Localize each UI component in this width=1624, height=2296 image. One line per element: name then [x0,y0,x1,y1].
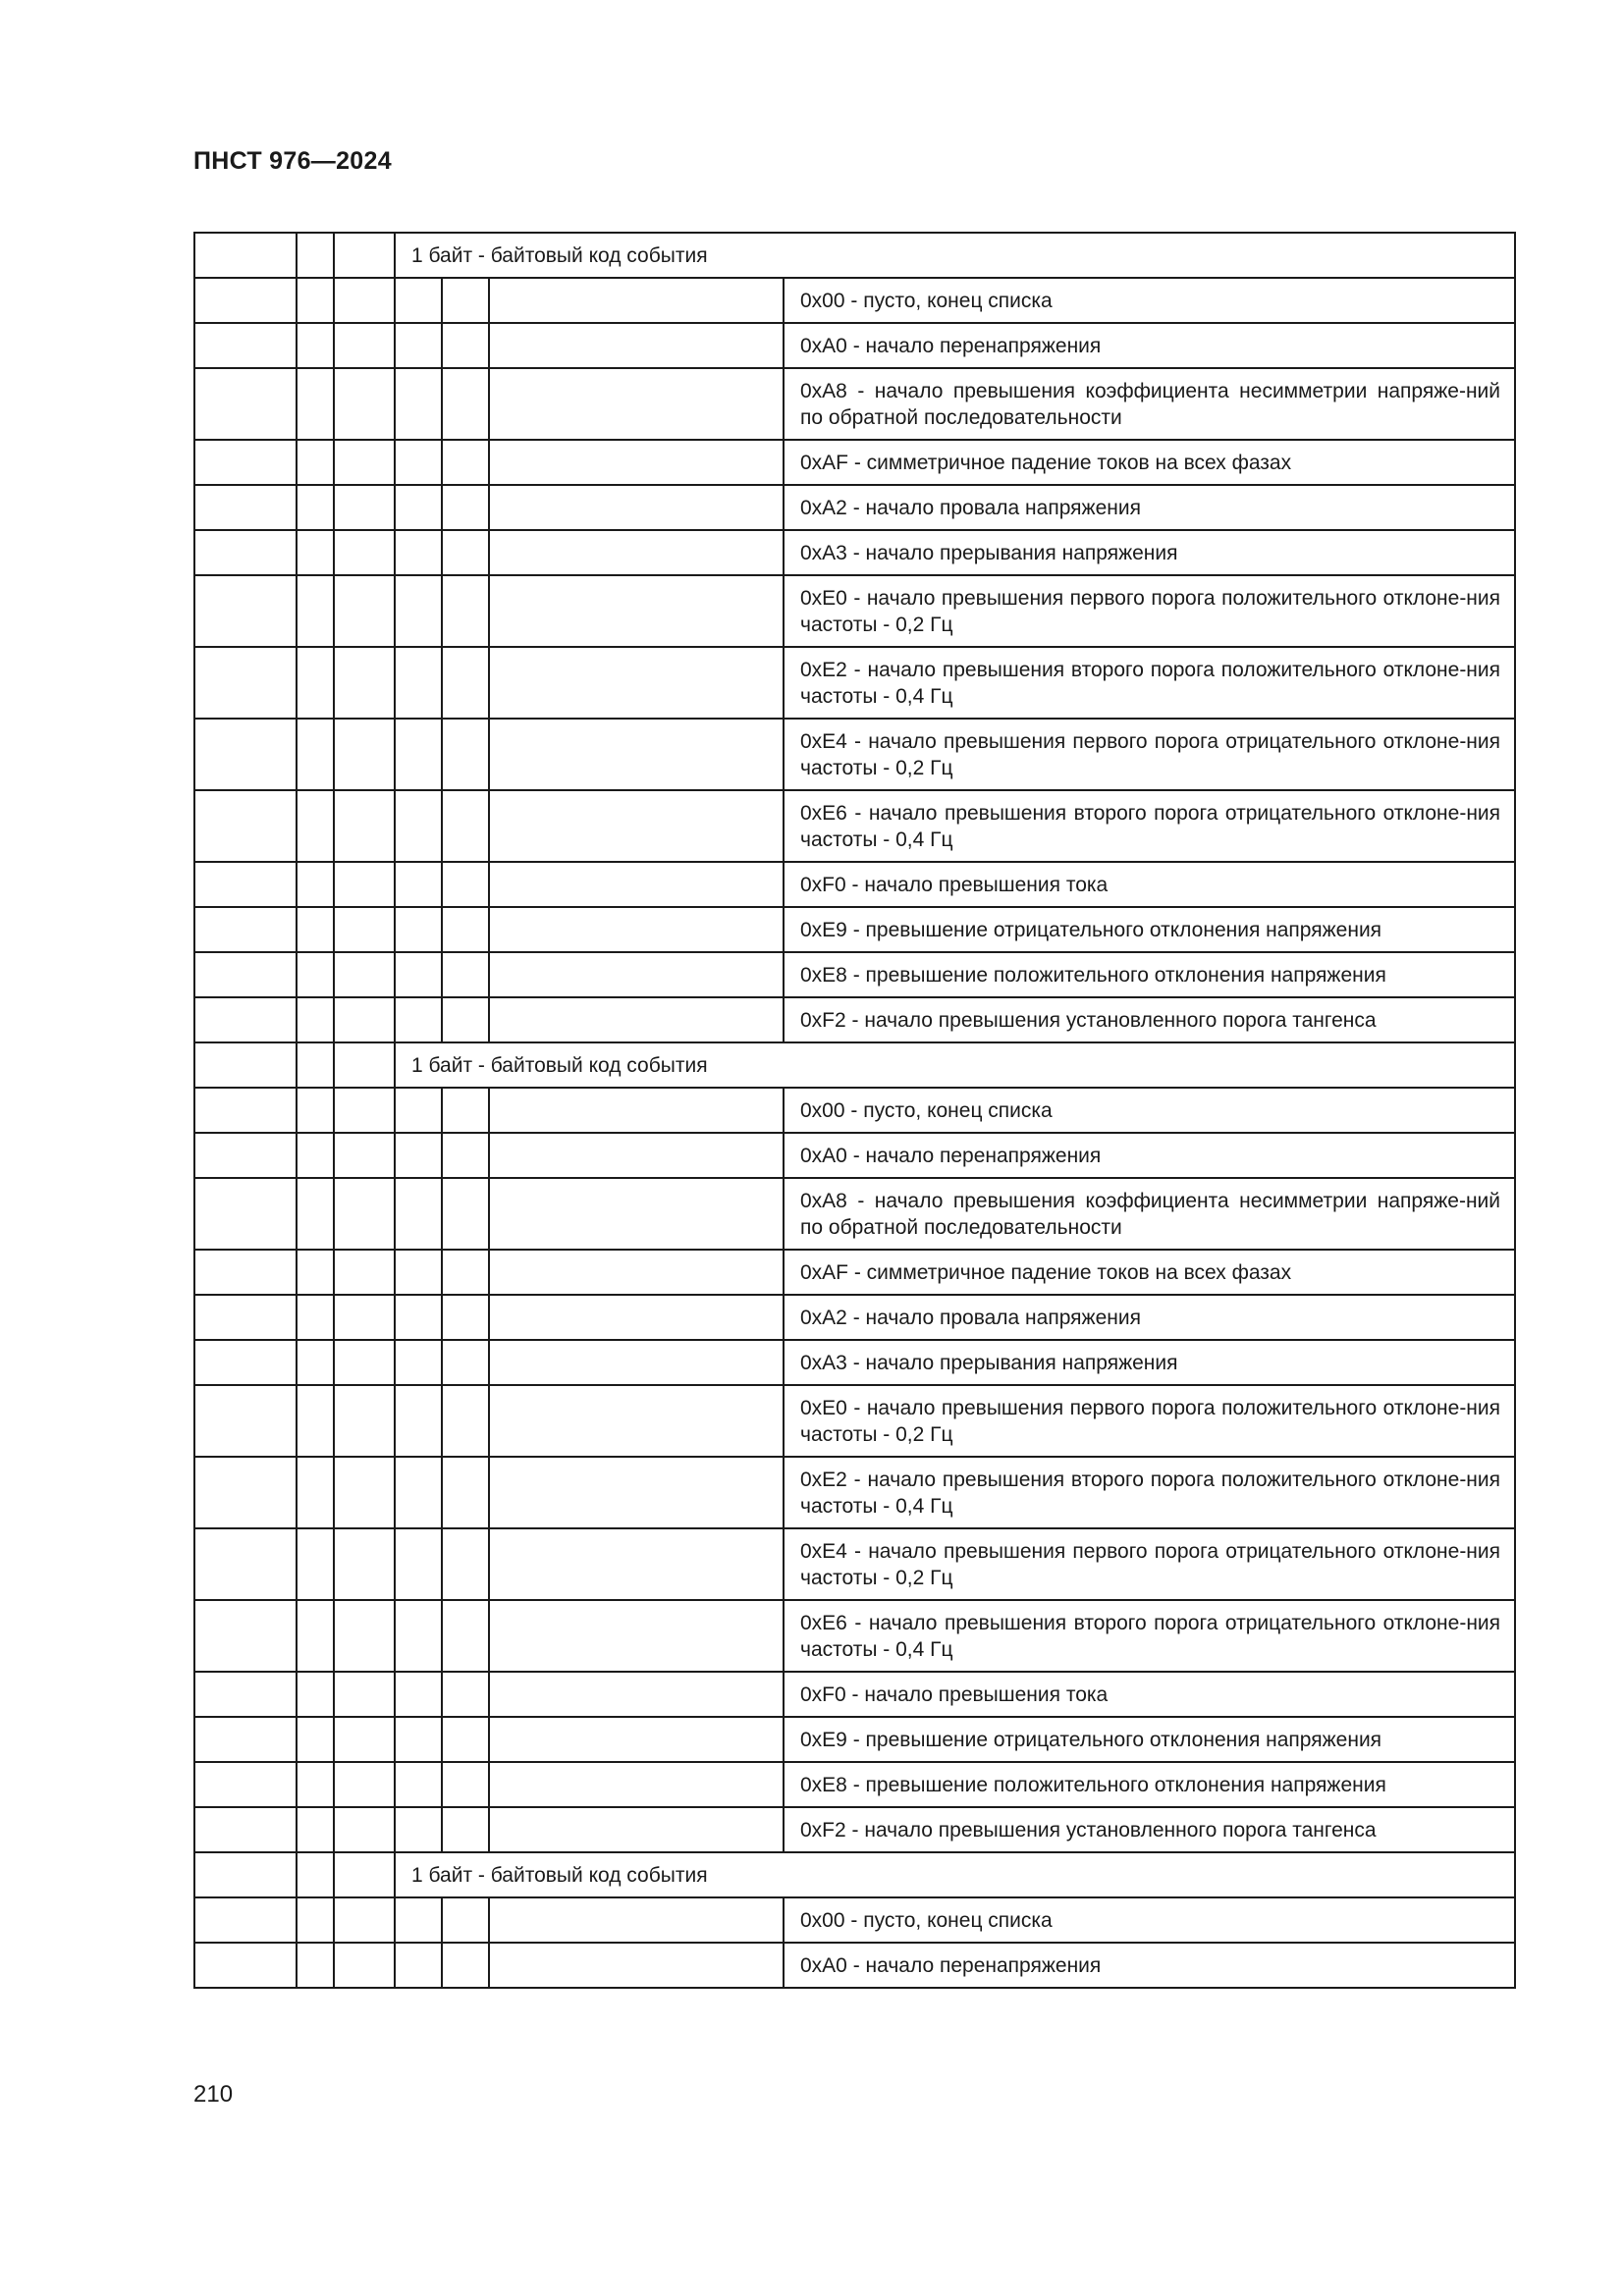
table-cell-empty [297,440,334,485]
table-cell-empty [334,575,395,647]
table-cell-empty [395,997,442,1042]
event-code-description: 0xE0 - начало превышения первого порога положительного отклоне-ния частоты - 0,2 Гц [784,575,1515,647]
table-cell-empty [334,1457,395,1528]
table-cell-empty [395,1178,442,1250]
event-code-description: 0xE4 - начало превышения первого порога отрицательного отклоне-ния частоты - 0,2 Гц [784,719,1515,790]
table-cell-empty [297,647,334,719]
table-cell-empty [395,323,442,368]
table-cell-empty [442,1340,489,1385]
table-cell-empty [334,719,395,790]
table-row [194,997,1515,1042]
event-code-description: 0xA0 - начало перенапряжения [784,1133,1515,1178]
table-cell-empty [194,647,297,719]
table-row [194,440,1515,485]
table-cell-empty [442,997,489,1042]
table-cell-empty [489,1943,784,1988]
event-code-description: 0xF2 - начало превышения установленного порога тангенса [784,997,1515,1042]
table-cell-empty [442,1250,489,1295]
table-cell-empty [442,952,489,997]
table-cell-empty [194,485,297,530]
table-cell-empty [395,278,442,323]
table-cell-empty [334,1762,395,1807]
table-cell-empty [395,1295,442,1340]
table-cell-empty [442,440,489,485]
table-cell-empty [194,575,297,647]
table-cell-empty [442,1807,489,1852]
table-row [194,1340,1515,1385]
table-cell-empty [442,1717,489,1762]
table-cell-empty [489,1717,784,1762]
table-row [194,485,1515,530]
table-row [194,1133,1515,1178]
event-code-description: 0xF0 - начало превышения тока [784,862,1515,907]
table-cell-empty [297,1088,334,1133]
event-code-description: 0x00 - пусто, конец списка [784,1897,1515,1943]
table-cell-empty [334,368,395,440]
event-code-description: 0xE2 - начало превышения второго порога положительного отклоне-ния частоты - 0,4 Гц [784,647,1515,719]
table-cell-empty [297,278,334,323]
table-cell-empty [489,1457,784,1528]
table-cell-empty [194,1250,297,1295]
table-cell-empty [334,1295,395,1340]
table-cell-empty [442,647,489,719]
table-cell-empty [395,907,442,952]
table-cell-empty [297,1717,334,1762]
table-row [194,790,1515,862]
table-cell-empty [297,485,334,530]
table-cell-empty [334,1133,395,1178]
table-cell-empty [489,1807,784,1852]
table-cell-empty [334,1717,395,1762]
table-cell-empty [297,1762,334,1807]
event-code-description: 0xA3 - начало прерывания напряжения [784,530,1515,575]
table-cell-empty [194,368,297,440]
table-cell-empty [334,1672,395,1717]
table-cell-empty [442,530,489,575]
table-cell-empty [194,1717,297,1762]
table-cell-empty [489,278,784,323]
table-cell-empty [442,278,489,323]
table-cell-empty [194,1385,297,1457]
table-cell-empty [334,530,395,575]
table-row [194,1385,1515,1457]
table-cell-empty [442,1943,489,1988]
table-cell-empty [334,1340,395,1385]
table-cell-empty [334,790,395,862]
table-row [194,719,1515,790]
table-cell-empty [297,719,334,790]
table-cell-empty [442,907,489,952]
table-cell-empty [334,997,395,1042]
table-cell-empty [334,1088,395,1133]
table-cell-empty [297,862,334,907]
table-cell-empty [334,1528,395,1600]
table-cell-empty [395,1385,442,1457]
table-cell-empty [395,1807,442,1852]
table-cell-empty [489,575,784,647]
table-cell-empty [334,647,395,719]
table-cell-empty [194,862,297,907]
table-row [194,1088,1515,1133]
table-cell-empty [489,1340,784,1385]
table-cell-empty [395,1088,442,1133]
table-cell-empty [297,1600,334,1672]
table-cell-empty [194,1897,297,1943]
table-cell-empty [297,1385,334,1457]
table-cell-empty [489,952,784,997]
table-row [194,1250,1515,1295]
table-cell-empty [194,1042,297,1088]
table-row [194,1457,1515,1528]
event-code-description: 0xAF - симметричное падение токов на всех фазах [784,1250,1515,1295]
table-cell-empty [334,1897,395,1943]
table-cell-empty [395,575,442,647]
table-cell-empty [194,1340,297,1385]
table-cell-empty [442,1600,489,1672]
table-cell-empty [489,1295,784,1340]
table-cell-empty [395,1762,442,1807]
table-cell-empty [334,1385,395,1457]
table-cell-empty [442,1178,489,1250]
event-code-description: 0xE9 - превышение отрицательного отклонения напряжения [784,1717,1515,1762]
table-cell-empty [334,1943,395,1988]
table-cell-empty [395,1897,442,1943]
table-cell-empty [442,323,489,368]
table-cell-empty [395,952,442,997]
table-cell-empty [194,1943,297,1988]
table-row [194,1528,1515,1600]
table-cell-empty [297,1672,334,1717]
table-cell-empty [395,1133,442,1178]
table-cell-empty [489,485,784,530]
group-label: 1 байт - байтовый код события [395,1852,1515,1897]
table-cell-empty [194,1528,297,1600]
table-row [194,530,1515,575]
table-cell-empty [442,1133,489,1178]
table-row [194,1717,1515,1762]
table-cell-empty [395,485,442,530]
table-row [194,1178,1515,1250]
table-cell-empty [395,790,442,862]
table-cell-empty [194,323,297,368]
table-cell-empty [489,1385,784,1457]
table-cell-empty [395,368,442,440]
document-code-header: ПНСТ 976—2024 [193,147,392,175]
table-row [194,862,1515,907]
table-cell-empty [297,323,334,368]
table-cell-empty [194,719,297,790]
table-cell-empty [297,1943,334,1988]
event-code-table-body [194,233,1515,1988]
table-cell-empty [334,323,395,368]
table-cell-empty [489,1600,784,1672]
table-cell-empty [489,440,784,485]
table-cell-empty [194,1672,297,1717]
table-cell-empty [297,530,334,575]
table-cell-empty [334,1178,395,1250]
table-cell-empty [395,1672,442,1717]
table-cell-empty [442,1528,489,1600]
event-code-description: 0x00 - пусто, конец списка [784,1088,1515,1133]
table-cell-empty [334,1852,395,1897]
table-cell-empty [395,1600,442,1672]
table-cell-empty [297,1250,334,1295]
table-row [194,368,1515,440]
event-code-description: 0xE0 - начало превышения первого порога положительного отклоне-ния частоты - 0,2 Гц [784,1385,1515,1457]
table-row [194,575,1515,647]
table-cell-empty [297,1457,334,1528]
event-code-description: 0xAF - симметричное падение токов на всех фазах [784,440,1515,485]
table-cell-empty [194,997,297,1042]
table-row [194,1600,1515,1672]
table-cell-empty [297,907,334,952]
table-cell-empty [334,907,395,952]
table-cell-empty [334,1250,395,1295]
event-code-description: 0xA8 - начало превышения коэффициента несимметрии напряже-ний по обратной последовательности [784,368,1515,440]
table-cell-empty [442,368,489,440]
table-row [194,1897,1515,1943]
table-cell-empty [297,1528,334,1600]
table-cell-empty [489,862,784,907]
table-cell-empty [194,952,297,997]
event-code-description: 0xE4 - начало превышения первого порога отрицательного отклоне-ния частоты - 0,2 Гц [784,1528,1515,1600]
table-cell-empty [442,1385,489,1457]
table-cell-empty [297,997,334,1042]
event-code-description: 0xA3 - начало прерывания напряжения [784,1340,1515,1385]
table-cell-empty [194,278,297,323]
table-cell-empty [489,1897,784,1943]
table-cell-empty [395,1717,442,1762]
table-cell-empty [395,1340,442,1385]
event-code-description: 0xF2 - начало превышения установленного порога тангенса [784,1807,1515,1852]
table-cell-empty [194,790,297,862]
table-cell-empty [442,485,489,530]
table-cell-empty [194,530,297,575]
table-cell-empty [194,1133,297,1178]
table-cell-empty [194,1852,297,1897]
table-cell-empty [395,530,442,575]
table-cell-empty [489,719,784,790]
table-cell-empty [334,485,395,530]
table-cell-empty [442,1762,489,1807]
table-row [194,952,1515,997]
table-cell-empty [297,1852,334,1897]
table-cell-empty [194,1600,297,1672]
table-cell-empty [194,1088,297,1133]
table-cell-empty [334,862,395,907]
table-cell-empty [442,1088,489,1133]
table-cell-empty [442,1295,489,1340]
table-cell-empty [489,1528,784,1600]
event-code-description: 0xE9 - превышение отрицательного отклонения напряжения [784,907,1515,952]
table-cell-empty [297,368,334,440]
table-cell-empty [297,233,334,278]
event-code-description: 0xE6 - начало превышения второго порога отрицательного отклоне-ния частоты - 0,4 Гц [784,1600,1515,1672]
event-code-description: 0xA2 - начало провала напряжения [784,485,1515,530]
table-row [194,1672,1515,1717]
table-cell-empty [489,1178,784,1250]
event-code-description: 0x00 - пусто, конец списка [784,278,1515,323]
table-cell-empty [489,997,784,1042]
group-header-row [194,1042,1515,1088]
table-cell-empty [489,1762,784,1807]
table-cell-empty [395,1250,442,1295]
event-code-description: 0xE8 - превышение положительного отклонения напряжения [784,1762,1515,1807]
table-cell-empty [194,1295,297,1340]
table-cell-empty [442,862,489,907]
table-cell-empty [489,368,784,440]
table-cell-empty [442,1672,489,1717]
table-cell-empty [297,1295,334,1340]
table-row [194,1295,1515,1340]
table-cell-empty [334,278,395,323]
event-code-description: 0xA0 - начало перенапряжения [784,1943,1515,1988]
event-code-description: 0xA2 - начало провала напряжения [784,1295,1515,1340]
table-cell-empty [194,1178,297,1250]
table-row [194,278,1515,323]
table-cell-empty [194,907,297,952]
table-cell-empty [297,1807,334,1852]
table-row [194,1943,1515,1988]
table-cell-empty [489,1088,784,1133]
table-cell-empty [395,1943,442,1988]
table-cell-empty [297,790,334,862]
table-cell-empty [489,647,784,719]
table-cell-empty [442,575,489,647]
event-code-description: 0xA8 - начало превышения коэффициента несимметрии напряже-ний по обратной последовательности [784,1178,1515,1250]
group-header-row [194,233,1515,278]
table-cell-empty [297,1042,334,1088]
table-cell-empty [395,440,442,485]
table-cell-empty [297,1340,334,1385]
table-cell-empty [489,1672,784,1717]
group-label: 1 байт - байтовый код события [395,1042,1515,1088]
table-cell-empty [489,907,784,952]
table-cell-empty [297,1897,334,1943]
table-cell-empty [334,440,395,485]
event-code-description: 0xE6 - начало превышения второго порога отрицательного отклоне-ния частоты - 0,4 Гц [784,790,1515,862]
table-cell-empty [297,1178,334,1250]
table-cell-empty [489,1250,784,1295]
group-header-row [194,1852,1515,1897]
table-cell-empty [442,790,489,862]
event-code-description: 0xA0 - начало перенапряжения [784,323,1515,368]
table-cell-empty [395,1457,442,1528]
table-cell-empty [297,1133,334,1178]
table-cell-empty [395,647,442,719]
table-cell-empty [442,719,489,790]
event-code-description: 0xE2 - начало превышения второго порога положительного отклоне-ния частоты - 0,4 Гц [784,1457,1515,1528]
table-cell-empty [194,1762,297,1807]
event-code-description: 0xF0 - начало превышения тока [784,1672,1515,1717]
event-code-table-container [193,232,1514,1989]
table-cell-empty [334,1807,395,1852]
table-cell-empty [395,719,442,790]
table-row [194,323,1515,368]
table-cell-empty [194,440,297,485]
group-label: 1 байт - байтовый код события [395,233,1515,278]
table-cell-empty [489,1133,784,1178]
table-cell-empty [334,1042,395,1088]
table-cell-empty [297,952,334,997]
table-cell-empty [442,1457,489,1528]
event-code-description: 0xE8 - превышение положительного отклонения напряжения [784,952,1515,997]
table-cell-empty [395,1528,442,1600]
table-row [194,907,1515,952]
table-cell-empty [194,233,297,278]
table-cell-empty [297,575,334,647]
table-row [194,647,1515,719]
table-cell-empty [442,1897,489,1943]
table-cell-empty [489,790,784,862]
table-row [194,1762,1515,1807]
table-cell-empty [334,233,395,278]
table-row [194,1807,1515,1852]
table-cell-empty [194,1807,297,1852]
table-cell-empty [334,952,395,997]
table-cell-empty [334,1600,395,1672]
page-number: 210 [193,2081,234,2108]
table-cell-empty [395,862,442,907]
table-cell-empty [489,530,784,575]
table-cell-empty [489,323,784,368]
event-code-table [193,232,1516,1989]
table-cell-empty [194,1457,297,1528]
